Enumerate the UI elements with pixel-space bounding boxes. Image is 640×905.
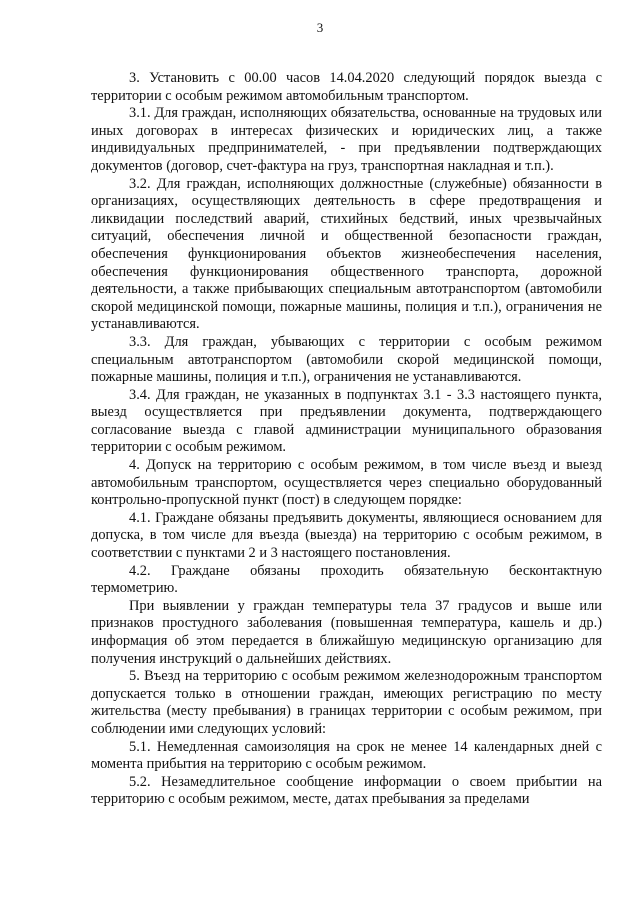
paragraph-3-4: 3.4. Для граждан, не указанных в подпунктах 3.1 - 3.3 настоящего пункта, выезд осуществляется при предъявлении документа, подтверждающего согласование выезда с главой администрации муниципального образования территории с особым режимом. — [91, 386, 602, 456]
paragraph-3-3: 3.3. Для граждан, убывающих с территории с особым режимом специальным автотранспортом (автомобили скорой медицинской помощи, пожарные машины, полиция и т.п.), ограничения не устанавливаются. — [91, 333, 602, 386]
paragraph-3: 3. Установить с 00.00 часов 14.04.2020 следующий порядок выезда с территории с особым режимом автомобильным транспортом. — [91, 70, 602, 104]
paragraph-4: 4. Допуск на территорию с особым режимом, в том числе въезд и выезд автомобильным транспортом, осуществляется через специально оборудованный контрольно-пропускной пункт (пост) в следующем порядке: — [91, 457, 602, 509]
paragraph-3-1: 3.1. Для граждан, исполняющих обязательства, основанные на трудовых или иных договорах в интересах физических и юридических лиц, а также индивидуальных предпринимателей, - при предъявлении подтверждающих документов (договор, счет-фактура на груз, транспортная накладная и т.п.). — [91, 105, 602, 174]
paragraph-5-1: 5.1. Немедленная самоизоляция на срок не менее 14 календарных дней с момента прибытия на территорию с особым режимом. — [91, 738, 602, 773]
paragraph-4-1: 4.1. Граждане обязаны предъявить документы, являющиеся основанием для допуска, в том числе для въезда (выезда) на территорию с особым режимом, в соответствии с пунктами 2 и 3 настоящего постановления. — [91, 509, 602, 562]
paragraph-3-2: 3.2. Для граждан, исполняющих должностные (служебные) обязанности в организациях, осуществляющих деятельность в сфере предотвращения и ликвидации последствий аварий, стихийных бедствий, иных чрезвычайных ситуаций, обеспечения личной и общественной безопасности граждан, обеспечения функционирования объектов жизнеобеспечения населения, обеспечения функционирования общественного транспорта, дорожной деятельности, а также прибывающих специальным автотранспортом (автомобили скорой медицинской помощи, пожарные машины, полиция и т.п.), ограничения не устанавливаются. — [91, 175, 602, 333]
page-number: 3 — [316, 20, 324, 35]
paragraph-4-2: 4.2. Граждане обязаны проходить обязательную бесконтактную термометрию. — [91, 562, 602, 597]
paragraph-temperature: При выявлении у граждан температуры тела 37 градусов и выше или признаков простудного заболевания (повышенная температура, кашель и др.) информация об этом передается в ближайшую медицинскую организацию для получения инструкций о дальнейших действиях. — [91, 597, 602, 667]
paragraph-5: 5. Въезд на территорию с особым режимом железнодорожным транспортом допускается только в отношении граждан, имеющих регистрацию по месту жительства (месту пребывания) в границах территории с особым режимом, при соблюдении ими следующих условий: — [91, 668, 602, 737]
paragraph-5-2: 5.2. Незамедлительное сообщение информации о своем прибытии на территорию с особым режимом, месте, датах пребывания за пределами — [91, 773, 602, 808]
document-body — [91, 70, 602, 809]
